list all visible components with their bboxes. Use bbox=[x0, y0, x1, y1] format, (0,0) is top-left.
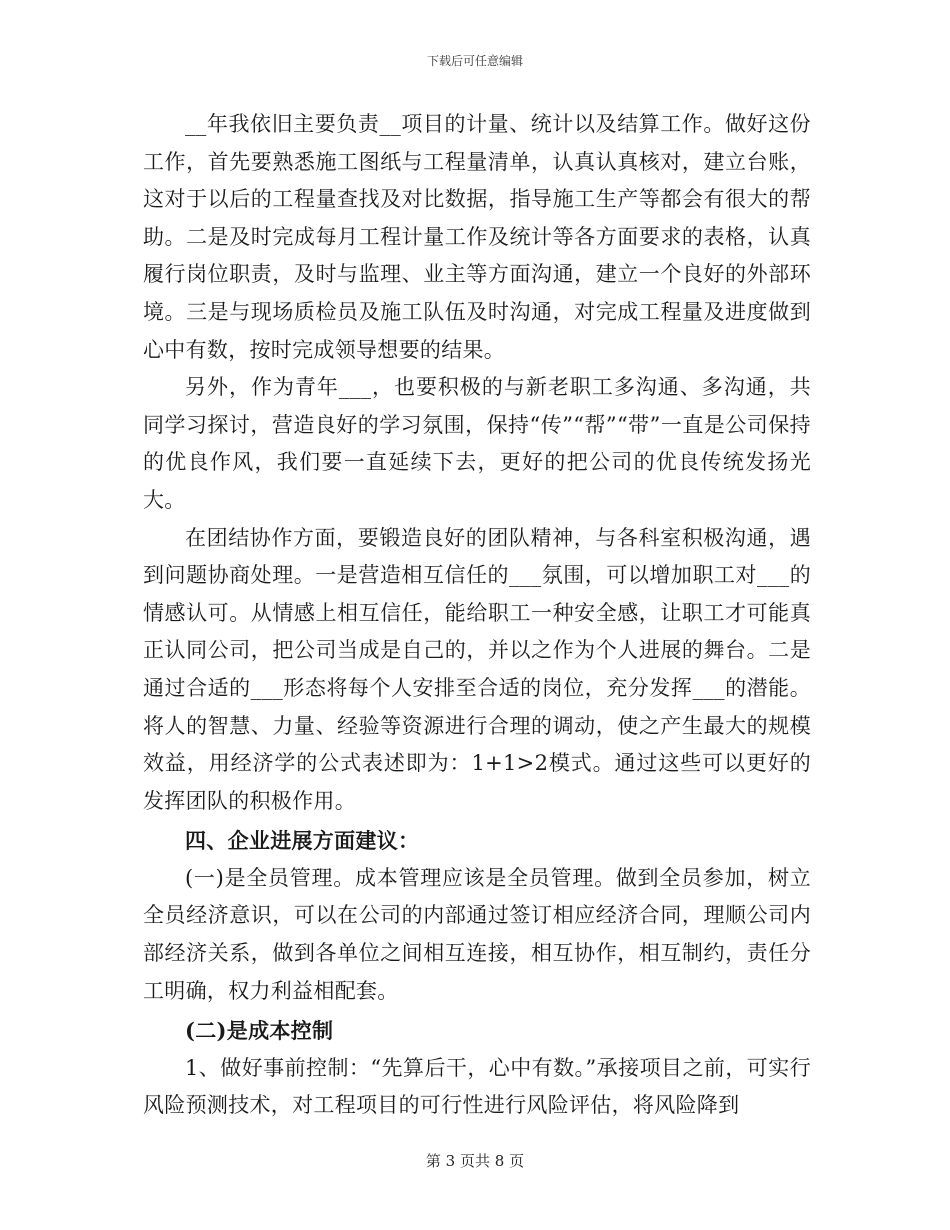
page-footer: 第 3 页共 8 页 bbox=[425, 1152, 525, 1170]
subheading-cost-control: (二)是成本控制 bbox=[185, 1018, 334, 1044]
page-header: 下载后可任意编辑 bbox=[426, 54, 523, 68]
paragraph-work-duties: __年我依旧主要负责__项目的计量、统计以及结算工作。做好这份工作，首先要熟悉施工图纸与工程量清单，认真认真核对，建立台账，这对于以后的工程量查找及对比数据，指导施工生产等都会有很大的帮助。二是及时完成每月工程计量工作及统计等各方面要求的表格，认真履行岗位职责，及时与监理、业主等方面沟通，建立一个良好的外部环境。三是与现场质检员及施工队伍及时沟通，对完成工程量及进度做到心中有数，按时完成领导想要的结果。 bbox=[143, 112, 811, 362]
document-body bbox=[143, 106, 811, 1125]
paragraph-youth-communication: 另外，作为青年___，也要积极的与新老职工多沟通、多沟通，共同学习探讨，营造良好的学习氛围，保持“传”“帮”“带”一直是公司保持的优良作风，我们要一直延续下去，更好的把公司的优良传统发扬光大。 bbox=[143, 375, 811, 512]
paragraph-pre-control: 1、做好事前控制：“先算后干，心中有数。”承接项目之前，可实行风险预测技术，对工程项目的可行性进行风险评估，将风险降到 bbox=[143, 1055, 811, 1118]
paragraph-teamwork: 在团结协作方面，要锻造良好的团队精神，与各科室积极沟通，遇到问题协商处理。一是营造相互信任的___氛围，可以增加职工对___的情感认可。从情感上相互信任，能给职工一种安全感，让职工才可能真正认同公司，把公司当成是自己的，并以之作为个人进展的舞台。二是通过合适的___形态将每个人安排至合适的岗位，充分发挥___的潜能。将人的智慧、力量、经验等资源进行合理的调动，使之产生最大的规模效益，用经济学的公式表述即为：1+1>2模式。通过这些可以更好的发挥团队的积极作用。 bbox=[143, 525, 811, 813]
section-heading-suggestions: 四、企业进展方面建议： bbox=[185, 828, 420, 854]
paragraph-full-staff-management: (一)是全员管理。成本管理应该是全员管理。做到全员参加，树立全员经济意识，可以在公司的内部通过签订相应经济合同，理顺公司内部经济关系，做到各单位之间相互连接，相互协作，相互制约，责任分工明确，权力利益相配套。 bbox=[143, 865, 811, 1003]
